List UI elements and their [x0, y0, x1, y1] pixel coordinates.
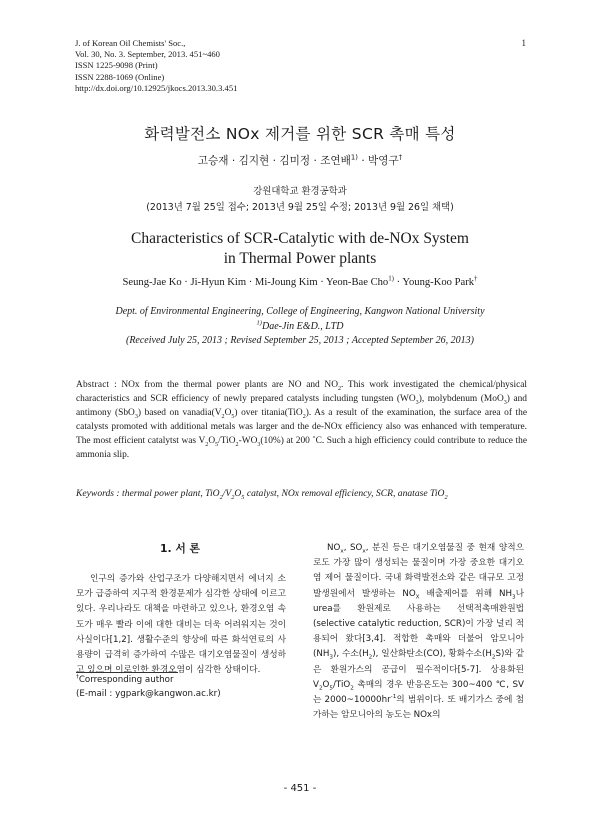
doi-link[interactable]: http://dx.doi.org/10.12925/jkocs.2013.30.3.451: [75, 82, 238, 93]
journal-volume: Vol. 30, No. 3. September, 2013. 451~460: [75, 49, 220, 60]
affiliation-dept: Dept. of Environmental Engineering, College of Engineering, Kangwon National University: [115, 306, 485, 317]
right-column: [313, 541, 524, 723]
footnote-rule: [76, 672, 178, 673]
section-heading: 1. 서 론: [160, 542, 200, 555]
journal-name: J. of Korean Oil Chemists' Soc.,: [75, 38, 186, 48]
author-email[interactable]: (E-mail : ygpark@kangwon.ac.kr): [76, 688, 221, 699]
abstract: Abstract : NOx from the thermal power plants are NO and $NO_2$. This work investigated the chemical/physical characteristics and SCR efficiency of newly prepared catalysts including tungsten $(WO_3)$, molybdenum (MoO$_3$) and antimony (SbO$_3$) based on $vanadia(V_2O_5)$ over titania(TiO$_2$). As a result of the examination, the surface area of the catalysts promoted with additional metals was larger and the de-NOx efficiency also was enhanced with temperature. The most efficient catalytst was $V_2O_5/TiO_2-WO_3(10\%)$ at 200 ˚C. Such a high efficiency could contribute to reduce the ammonia slip.: [76, 380, 527, 460]
footnote: [76, 674, 221, 701]
affiliation-company: $^{1)}$Dae-Jin E&D., LTD: [256, 319, 344, 332]
english-affiliation: [0, 305, 600, 349]
english-title-line1: Characteristics of SCR-Catalytic with de-NOx System: [131, 230, 469, 247]
english-dates: (Received July 25, 2013 ; Revised September 25, 2013 ; Accepted September 26, 2013): [125, 335, 475, 346]
english-authors: Seung-Jae Ko · Ji-Hyun Kim · Mi-Joung Kim · Yeon-Bae Cho$^{1)}$ · Young-Koo Park†: [122, 275, 478, 288]
korean-dates: (2013년 7월 25일 접수; 2013년 9월 25일 수정; 2013년 9월 26일 채택): [146, 202, 454, 213]
left-column: [76, 572, 286, 678]
intro-paragraph-right: $NO_x$, $SO_x$, 분진 등은 대기오염물질 중 현재 양적으로도 가장 많이 생성되는 물질이며 가장 중요한 대기오염 제어 물질이다. 국내 화력발전소와 같은 대규모 고정발생원에서 발생하는 $NO_X$ 배출제어를 위해 $NH_3$나 urea를 환원제로 사용하는 선택적촉매환원법(selective catalytic reduction, SCR)이 가장 널리 적용되어 왔다[3,4]. 적합한 촉매와 더불어 암모니아 $(NH_3)$, 수소$(H_2)$, 일산화탄소(CO), 황화수소$(H_2S)$와 같은 환원가스의 공급이 필수적이다[5-7]. 상용화된 $V_2O_5/TiO_2$ 촉매의 경우 반응온도는 300~400 ℃, SV는 $2000\sim 10000hr^{-1}$의 범위이다. 또 배기가스 중에 첨가하는 암모니아의 농도는 NOx의: [313, 543, 525, 721]
korean-affiliation: 강원대학교 환경공학과: [253, 186, 347, 197]
issn-online: ISSN 2288-1069 (Online): [75, 71, 165, 82]
journal-header: [75, 38, 237, 94]
korean-title: 화력발전소 NOx 제거를 위한 SCR 촉매 특성: [144, 125, 456, 143]
keywords: Keywords : thermal power plant, $TiO_2/V_2O_5$ catalyst, NOx removal efficiency, SCR, anatase TiO$_2$: [76, 488, 448, 501]
page-mark: 1: [521, 38, 526, 48]
english-title-line2: in Thermal Power plants: [223, 250, 377, 267]
corresponding-author: †Corresponding author: [76, 674, 174, 685]
korean-authors: 고승재 · 김지현 · 김미정 · 조연배$^{1)}$ · 박영구†: [197, 153, 403, 167]
intro-paragraph-left: 인구의 증가와 산업구조가 다양해지면서 에너지 소모가 급증하여 지구적 환경문제가 심각한 상태에 이르고 있다. 우리나라도 대책을 마련하고 있으나, 환경오염 속도가 매우 빨라 이에 대한 대비는 더욱 어려워지는 것이 사실이다[1,2]. 생활수준의 향상에 따른 화석연료의 사용량이 급격히 증가하여 수많은 대기오염물질이 생성하고 있으며 이로인한 환경오염이 심각한 상태이다.: [76, 574, 286, 676]
issn-print: ISSN 1225-9098 (Print): [75, 60, 158, 71]
page-number: - 451 -: [283, 783, 317, 794]
english-title: [0, 229, 600, 269]
